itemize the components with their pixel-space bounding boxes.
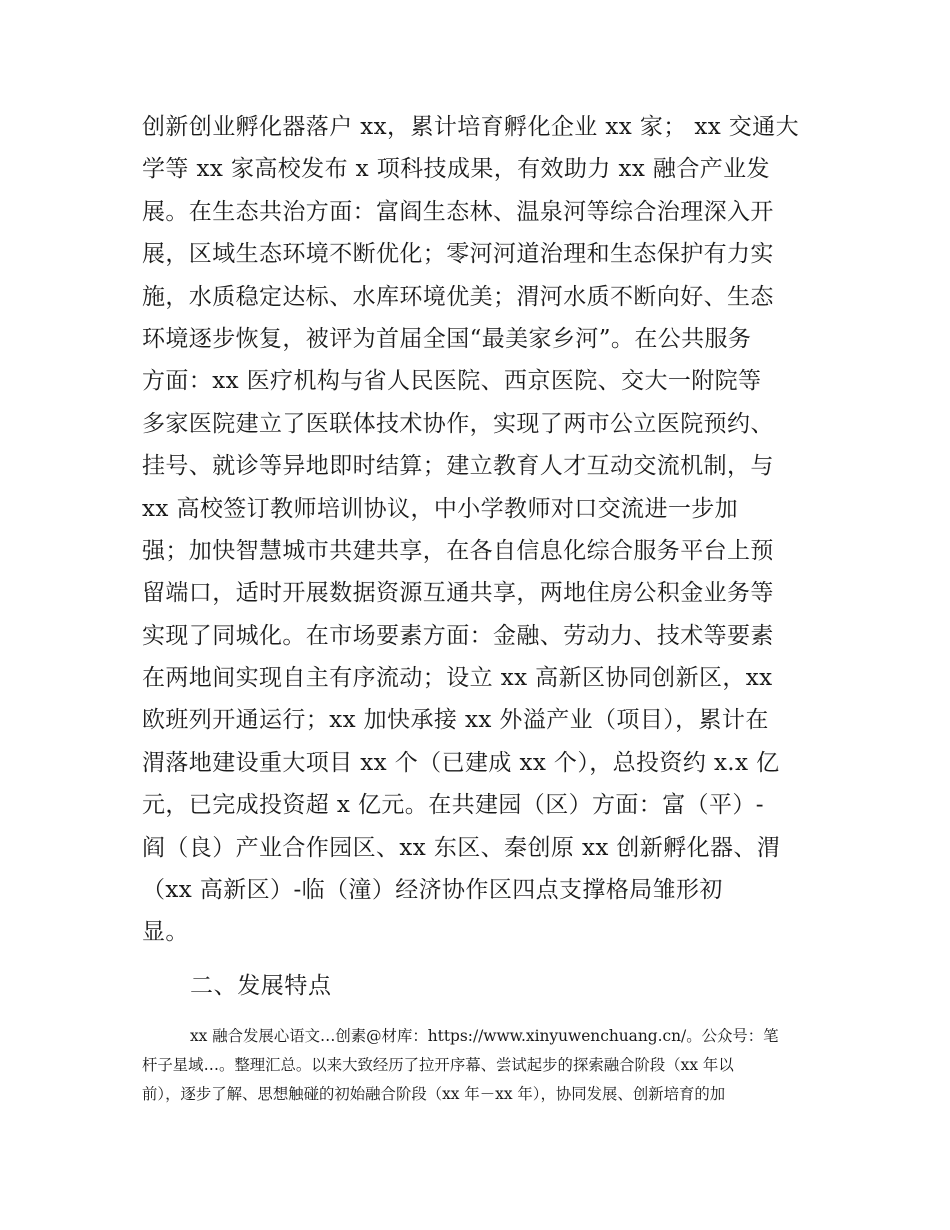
body-line: 元，已完成投资超 x 亿元。在共建园（区）方面：富（平）- bbox=[142, 792, 764, 819]
body-line: 渭落地建设重大项目 xx 个（已建成 xx 个），总投资约 x.x 亿 bbox=[142, 749, 780, 776]
note-line: 杆子星域…。整理汇总。以来大致经历了拉开序幕、尝试起步的探索融合阶段（xx 年以 bbox=[142, 1056, 734, 1074]
note-line: xx 融合发展心语文…创素@材库：https://www.xinyuwenchuang.cn/。公众号：笔 bbox=[190, 1027, 779, 1045]
body-line: 欧班列开通运行；xx 加快承接 xx 外溢产业（项目），累计在 bbox=[142, 707, 769, 734]
body-line: （xx 高新区）-临（潼）经济协作区四点支撑格局雏形初 bbox=[142, 877, 723, 904]
body-line: 强；加快智慧城市共建共享，在各自信息化综合服务平台上预 bbox=[142, 537, 774, 564]
body-line: 创新创业孵化器落户 xx，累计培育孵化企业 xx 家； xx 交通大 bbox=[142, 114, 799, 140]
body-line: 多家医院建立了医联体技术协作，实现了两市公立医院预约、 bbox=[142, 410, 774, 437]
body-line: 显。 bbox=[142, 919, 189, 946]
body-line: xx 高校签订教师培训协议，中小学教师对口交流进一步加 bbox=[142, 495, 739, 522]
body-line: 留端口，适时开展数据资源互通共享，两地住房公积金业务等 bbox=[142, 580, 774, 607]
source-note-paragraph bbox=[142, 1022, 822, 1109]
body-paragraph bbox=[142, 106, 822, 954]
body-line: 施，水质稳定达标、水库环境优美；渭河水质不断向好、生态 bbox=[142, 283, 774, 310]
note-line: 前），逐步了解、思想触碰的初始融合阶段（xx 年－xx 年），协同发展、创新培育的加 bbox=[142, 1085, 726, 1103]
body-line: 学等 xx 家高校发布 x 项科技成果，有效助力 xx 融合产业发 bbox=[142, 156, 770, 183]
body-line: 环境逐步恢复，被评为首届全国“最美家乡河”。在公共服务 bbox=[142, 325, 752, 352]
body-line: 阎（良）产业合作园区、xx 东区、秦创原 xx 创新孵化器、渭 bbox=[142, 834, 781, 861]
body-line: 挂号、就诊等异地即时结算；建立教育人才互动交流机制，与 bbox=[142, 453, 774, 480]
body-line: 展。在生态共治方面：富阎生态林、温泉河等综合治理深入开 bbox=[142, 198, 774, 225]
body-line: 方面：xx 医疗机构与省人民医院、西京医院、交大一附院等 bbox=[142, 368, 762, 395]
body-line: 实现了同城化。在市场要素方面：金融、劳动力、技术等要素 bbox=[142, 622, 774, 649]
section-heading: 二、发展特点 bbox=[190, 973, 332, 999]
body-line: 展，区域生态环境不断优化；零河河道治理和生态保护有力实 bbox=[142, 241, 774, 268]
body-line: 在两地间实现自主有序流动；设立 xx 高新区协同创新区，xx bbox=[142, 665, 773, 692]
